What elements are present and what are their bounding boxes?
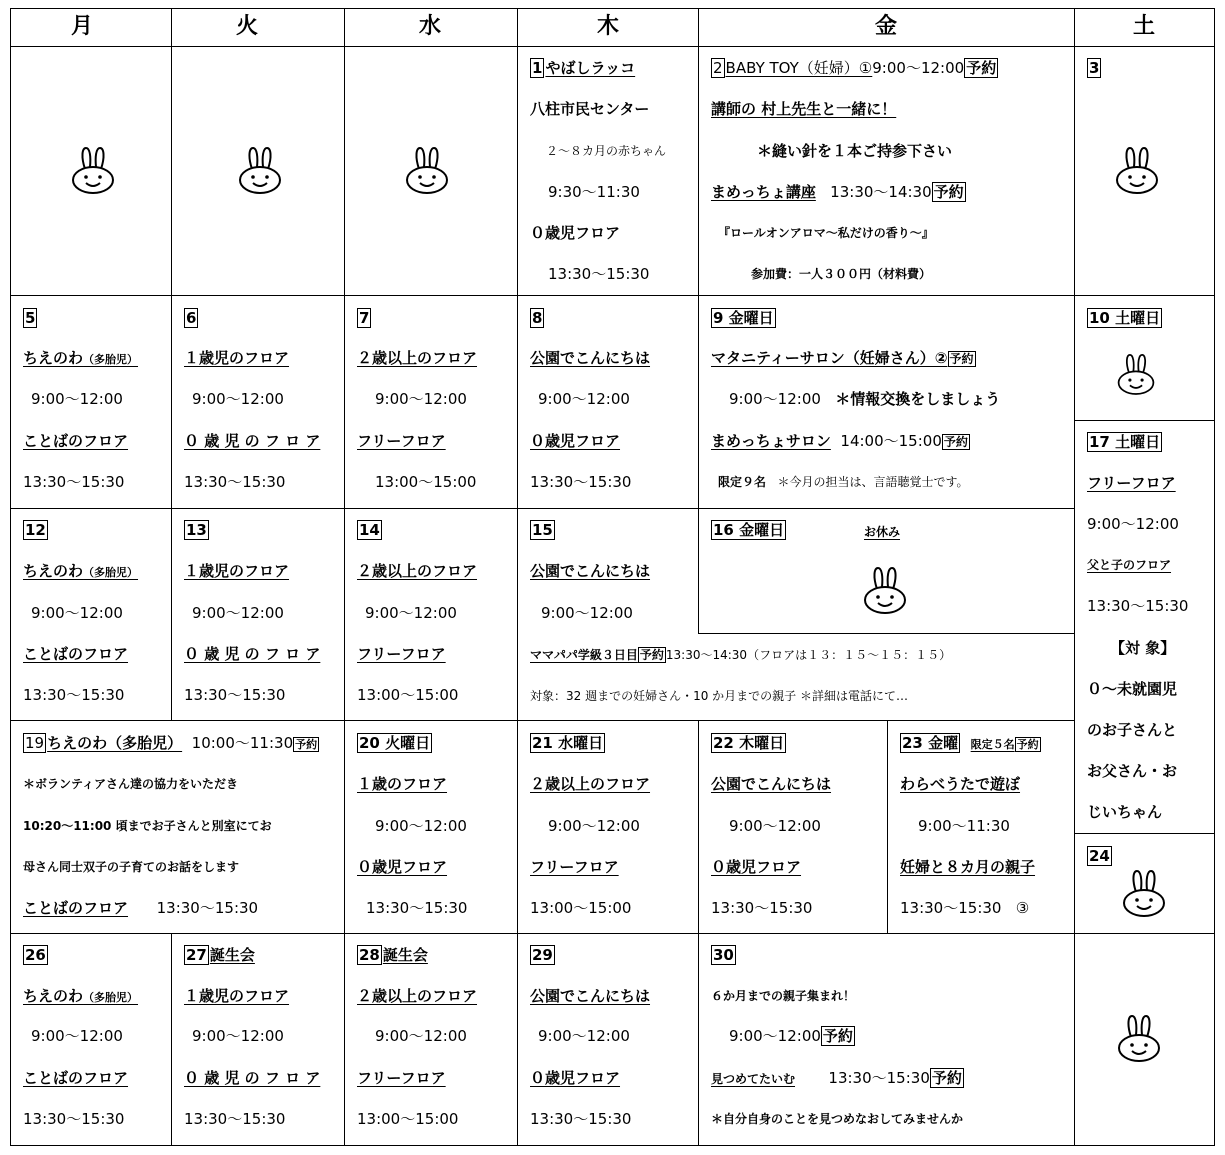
event-time: 9:00～12:00 (729, 1027, 821, 1045)
header-monday: 月 (71, 14, 94, 39)
event-time: 9:30～11:30 (548, 183, 640, 201)
day-number: 2 (713, 59, 723, 77)
event-title: ちえのわ（多胎児） (47, 734, 183, 752)
reserve-badge: 予約 (931, 1069, 962, 1087)
event-time: 13:00～15:00 (530, 899, 632, 917)
reserve-badge: 予約 (966, 59, 997, 77)
header-saturday: 土 (1133, 14, 1156, 39)
event-limit: 限定９名 (718, 475, 767, 489)
event-title: まめっちょサロン (711, 432, 831, 450)
event-time: 13:30～15:30 (23, 1110, 125, 1128)
event-time: 9:00～12:00 (31, 604, 123, 622)
day-number: 15 (532, 521, 553, 539)
event-target: 妊婦と８カ月の親子 (900, 858, 1036, 876)
day-number: 10 土曜日 (1089, 309, 1161, 327)
header-friday: 金 (875, 14, 898, 39)
event-note: 10:20～11:00 頃までお子さんと別室にてお (23, 819, 272, 833)
event-time: 13:30～15:30 (184, 473, 286, 491)
event-title: 公園でこんにちは (530, 987, 651, 1005)
day-number: 27 (186, 946, 207, 964)
event-time: 13:30～15:30 (184, 1110, 286, 1128)
event-title: 公園でこんにちは (711, 775, 832, 793)
event-time: 13:30～15:30 (366, 899, 468, 917)
event-time: 9:00～12:00 (541, 604, 633, 622)
event-title: 誕生会 (382, 946, 428, 964)
day-number: 29 (532, 946, 553, 964)
day-number: 16 金曜日 (713, 521, 785, 539)
event-time: 9:00～12:00 (375, 1027, 467, 1045)
event-time: 9:00～12:00 (729, 817, 821, 835)
event-note: ＊今月の担当は、言語聴覚士です。 (777, 475, 969, 489)
event-floor: ことばのフロア (23, 1069, 129, 1087)
day-number: 13 (186, 521, 207, 539)
event-note: 母さん同士双子の子育てのお話をします (23, 860, 240, 874)
event-time: 9:00～11:30 (918, 817, 1010, 835)
event-title: わらべうたで遊ぼ (900, 775, 1021, 793)
event-subtitle: （多胎児） (83, 991, 139, 1004)
event-time: 13:30～15:30 (1087, 597, 1189, 615)
event-time: 13:30～15:30 (548, 265, 650, 283)
event-title: 公園でこんにちは (530, 562, 651, 580)
event-time: 13:00～15:00 (375, 473, 477, 491)
event-floor: フリーフロア (530, 858, 619, 876)
event-floor: ことばのフロア (23, 432, 129, 450)
event-note: ＊自分自身のことを見つめなおしてみませんか (711, 1112, 964, 1126)
event-target: ０～未就園児 (1087, 680, 1178, 698)
event-time: 14:00～15:00 (840, 432, 942, 450)
event-time: 13:30～15:30 (711, 899, 813, 917)
event-floor: フリーフロア (357, 645, 446, 663)
event-title: BABY TOY（妊婦）① (725, 59, 873, 77)
event-time: 9:00～12:00 (538, 1027, 630, 1045)
event-title: やばしラッコ (545, 59, 636, 77)
event-title: ２歳以上のフロア (357, 987, 478, 1005)
rabbit-icon (1121, 868, 1167, 918)
event-time: 10:00～11:30 (191, 734, 294, 752)
day-number: 9 金曜日 (713, 309, 774, 327)
day-number: 6 (186, 309, 197, 327)
event-title: ちえのわ (23, 349, 84, 367)
event-note: ＊縫い針を１本ご持参下さい (757, 142, 953, 160)
header-thursday: 木 (597, 14, 620, 39)
header-wednesday: 水 (419, 14, 442, 39)
event-floor: ０歳児フロア (357, 858, 448, 876)
rabbit-icon (1116, 352, 1156, 396)
day-number: 26 (25, 946, 46, 964)
event-title: マタニティーサロン（妊婦さん）② (711, 349, 948, 367)
event-title: ちえのわ (23, 987, 84, 1005)
day-number: 1 (532, 59, 543, 77)
event-time: 9:00～12:00 (375, 390, 467, 408)
event-time: 9:00～12:00 (192, 604, 284, 622)
rabbit-icon (70, 145, 116, 195)
day-number: 28 (359, 946, 380, 964)
day-number: 14 (359, 521, 380, 539)
event-time: 13:30～15:30 (530, 473, 632, 491)
day-number: 20 火曜日 (359, 734, 431, 752)
day-number: 19 (25, 734, 45, 752)
event-note: ＊情報交換をしましょう (835, 390, 1001, 408)
event-time: 13:30～15:30 (184, 686, 286, 704)
event-title: １歳のフロア (357, 775, 448, 793)
event-floor: ０ 歳 児 の フ ロ ア (184, 432, 321, 450)
event-note: 『ロールオンアロマ～私だけの香り～』 (718, 226, 934, 240)
reserve-badge: 予約 (933, 183, 964, 201)
reserve-badge: 予約 (295, 738, 318, 751)
day-number: 17 土曜日 (1089, 433, 1161, 451)
day-number: 8 (532, 309, 543, 327)
event-title: ２歳以上のフロア (357, 349, 478, 367)
event-note: ＊ボランティアさん達の協力をいただき (23, 777, 239, 791)
event-title: ちえのわ (23, 562, 84, 580)
event-floor: ０歳児フロア (711, 858, 802, 876)
day-number: 24 (1089, 847, 1110, 865)
reserve-badge: 予約 (943, 435, 968, 449)
event-target-label: 【対 象】 (1110, 639, 1176, 657)
event-limit: 限定５名 (970, 738, 1015, 751)
rabbit-icon (862, 565, 908, 615)
event-title: １歳児のフロア (184, 562, 290, 580)
reserve-badge: 予約 (822, 1027, 853, 1045)
event-time: 13:30～15:30 (828, 1069, 930, 1087)
event-time: 9:00～12:00 (1087, 515, 1179, 533)
event-time: 9:00～12:00 (375, 817, 467, 835)
event-floor: フリーフロア (357, 1069, 446, 1087)
event-title: 誕生会 (209, 946, 255, 964)
event-title: フリーフロア (1087, 474, 1176, 492)
day-number: 5 (25, 309, 36, 327)
rabbit-icon (237, 145, 283, 195)
event-time: 13:30～15:30 (23, 686, 125, 704)
day-number: 30 (713, 946, 734, 964)
event-title: ６か月までの親子集まれ！ (711, 989, 856, 1003)
event-note: 講師の 村上先生と一緒に！ (711, 100, 897, 118)
event-title: 父と子のフロア (1087, 558, 1172, 572)
day-number: 23 金曜 (902, 734, 959, 752)
event-time: 9:00～12:00 (365, 604, 457, 622)
event-title: １歳児のフロア (184, 349, 290, 367)
event-title: 見つめてたいむ (711, 1072, 796, 1086)
day-number: 3 (1089, 59, 1100, 77)
event-target: お父さん・お (1087, 762, 1178, 780)
event-time: 13:30～14:30 (830, 183, 932, 201)
event-target: ２～８カ月の赤ちゃん (546, 144, 667, 158)
event-time: 9:00～12:00 (31, 390, 123, 408)
event-time: 9:00～12:00 (192, 1027, 284, 1045)
event-floor: ０ 歳 児 の フ ロ ア (184, 1069, 321, 1087)
session-mark: ③ (1015, 899, 1030, 917)
day-number: 7 (359, 309, 370, 327)
event-time: 9:00～12:00 (872, 59, 965, 77)
event-title: まめっちょ講座 (711, 183, 816, 201)
event-target: のお子さんと (1087, 721, 1178, 739)
event-time: 13:30～15:30 (156, 899, 259, 917)
event-time: 13:30～14:30（フロアは１３：１５～１５：１５） (665, 648, 952, 662)
event-floor: ０歳児フロア (530, 1069, 621, 1087)
event-time: 9:00～12:00 (729, 390, 821, 408)
event-floor: ０ 歳 児 の フ ロ ア (184, 645, 321, 663)
event-floor: ０歳児フロア (530, 432, 621, 450)
event-title: ２歳以上のフロア (530, 775, 651, 793)
event-time: 13:30～15:30 (900, 899, 1002, 917)
event-fee: 参加費：一人３００円（材料費） (751, 267, 932, 281)
event-target: じいちゃん (1087, 803, 1163, 821)
event-target: 対象：32 週までの妊婦さん・10 か月までの親子 ＊詳細は電話にて… (530, 689, 908, 703)
event-title: １歳児のフロア (184, 987, 290, 1005)
rabbit-icon (1116, 1013, 1162, 1063)
reserve-badge: 予約 (639, 648, 664, 662)
reserve-badge: 予約 (1016, 738, 1039, 751)
event-title: ２歳以上のフロア (357, 562, 478, 580)
event-floor: ことばのフロア (23, 645, 129, 663)
day-number: 12 (25, 521, 46, 539)
event-floor: フリーフロア (357, 432, 446, 450)
day-number: 22 木曜日 (713, 734, 785, 752)
event-time: 13:00～15:00 (357, 686, 459, 704)
event-floor: ０歳児フロア (530, 224, 621, 242)
event-time: 13:00～15:00 (357, 1110, 459, 1128)
reserve-badge: 予約 (949, 352, 974, 366)
event-subtitle: （多胎児） (83, 353, 139, 366)
rabbit-icon (1114, 145, 1160, 195)
event-title: 公園でこんにちは (530, 349, 651, 367)
rest-label: お休み (864, 525, 901, 539)
event-time: 13:30～15:30 (23, 473, 125, 491)
event-time: 9:00～12:00 (192, 390, 284, 408)
day-number: 21 水曜日 (532, 734, 604, 752)
event-title: ママパパ学級３日目 (530, 648, 638, 662)
event-time: 9:00～12:00 (31, 1027, 123, 1045)
event-floor: ことばのフロア (23, 899, 129, 917)
event-time: 9:00～12:00 (538, 390, 630, 408)
header-tuesday: 火 (236, 14, 259, 39)
event-subtitle: （多胎児） (83, 566, 139, 579)
event-place: 八柱市民センター (530, 100, 650, 118)
event-time: 13:30～15:30 (530, 1110, 632, 1128)
event-time: 9:00～12:00 (548, 817, 640, 835)
rabbit-icon (404, 145, 450, 195)
